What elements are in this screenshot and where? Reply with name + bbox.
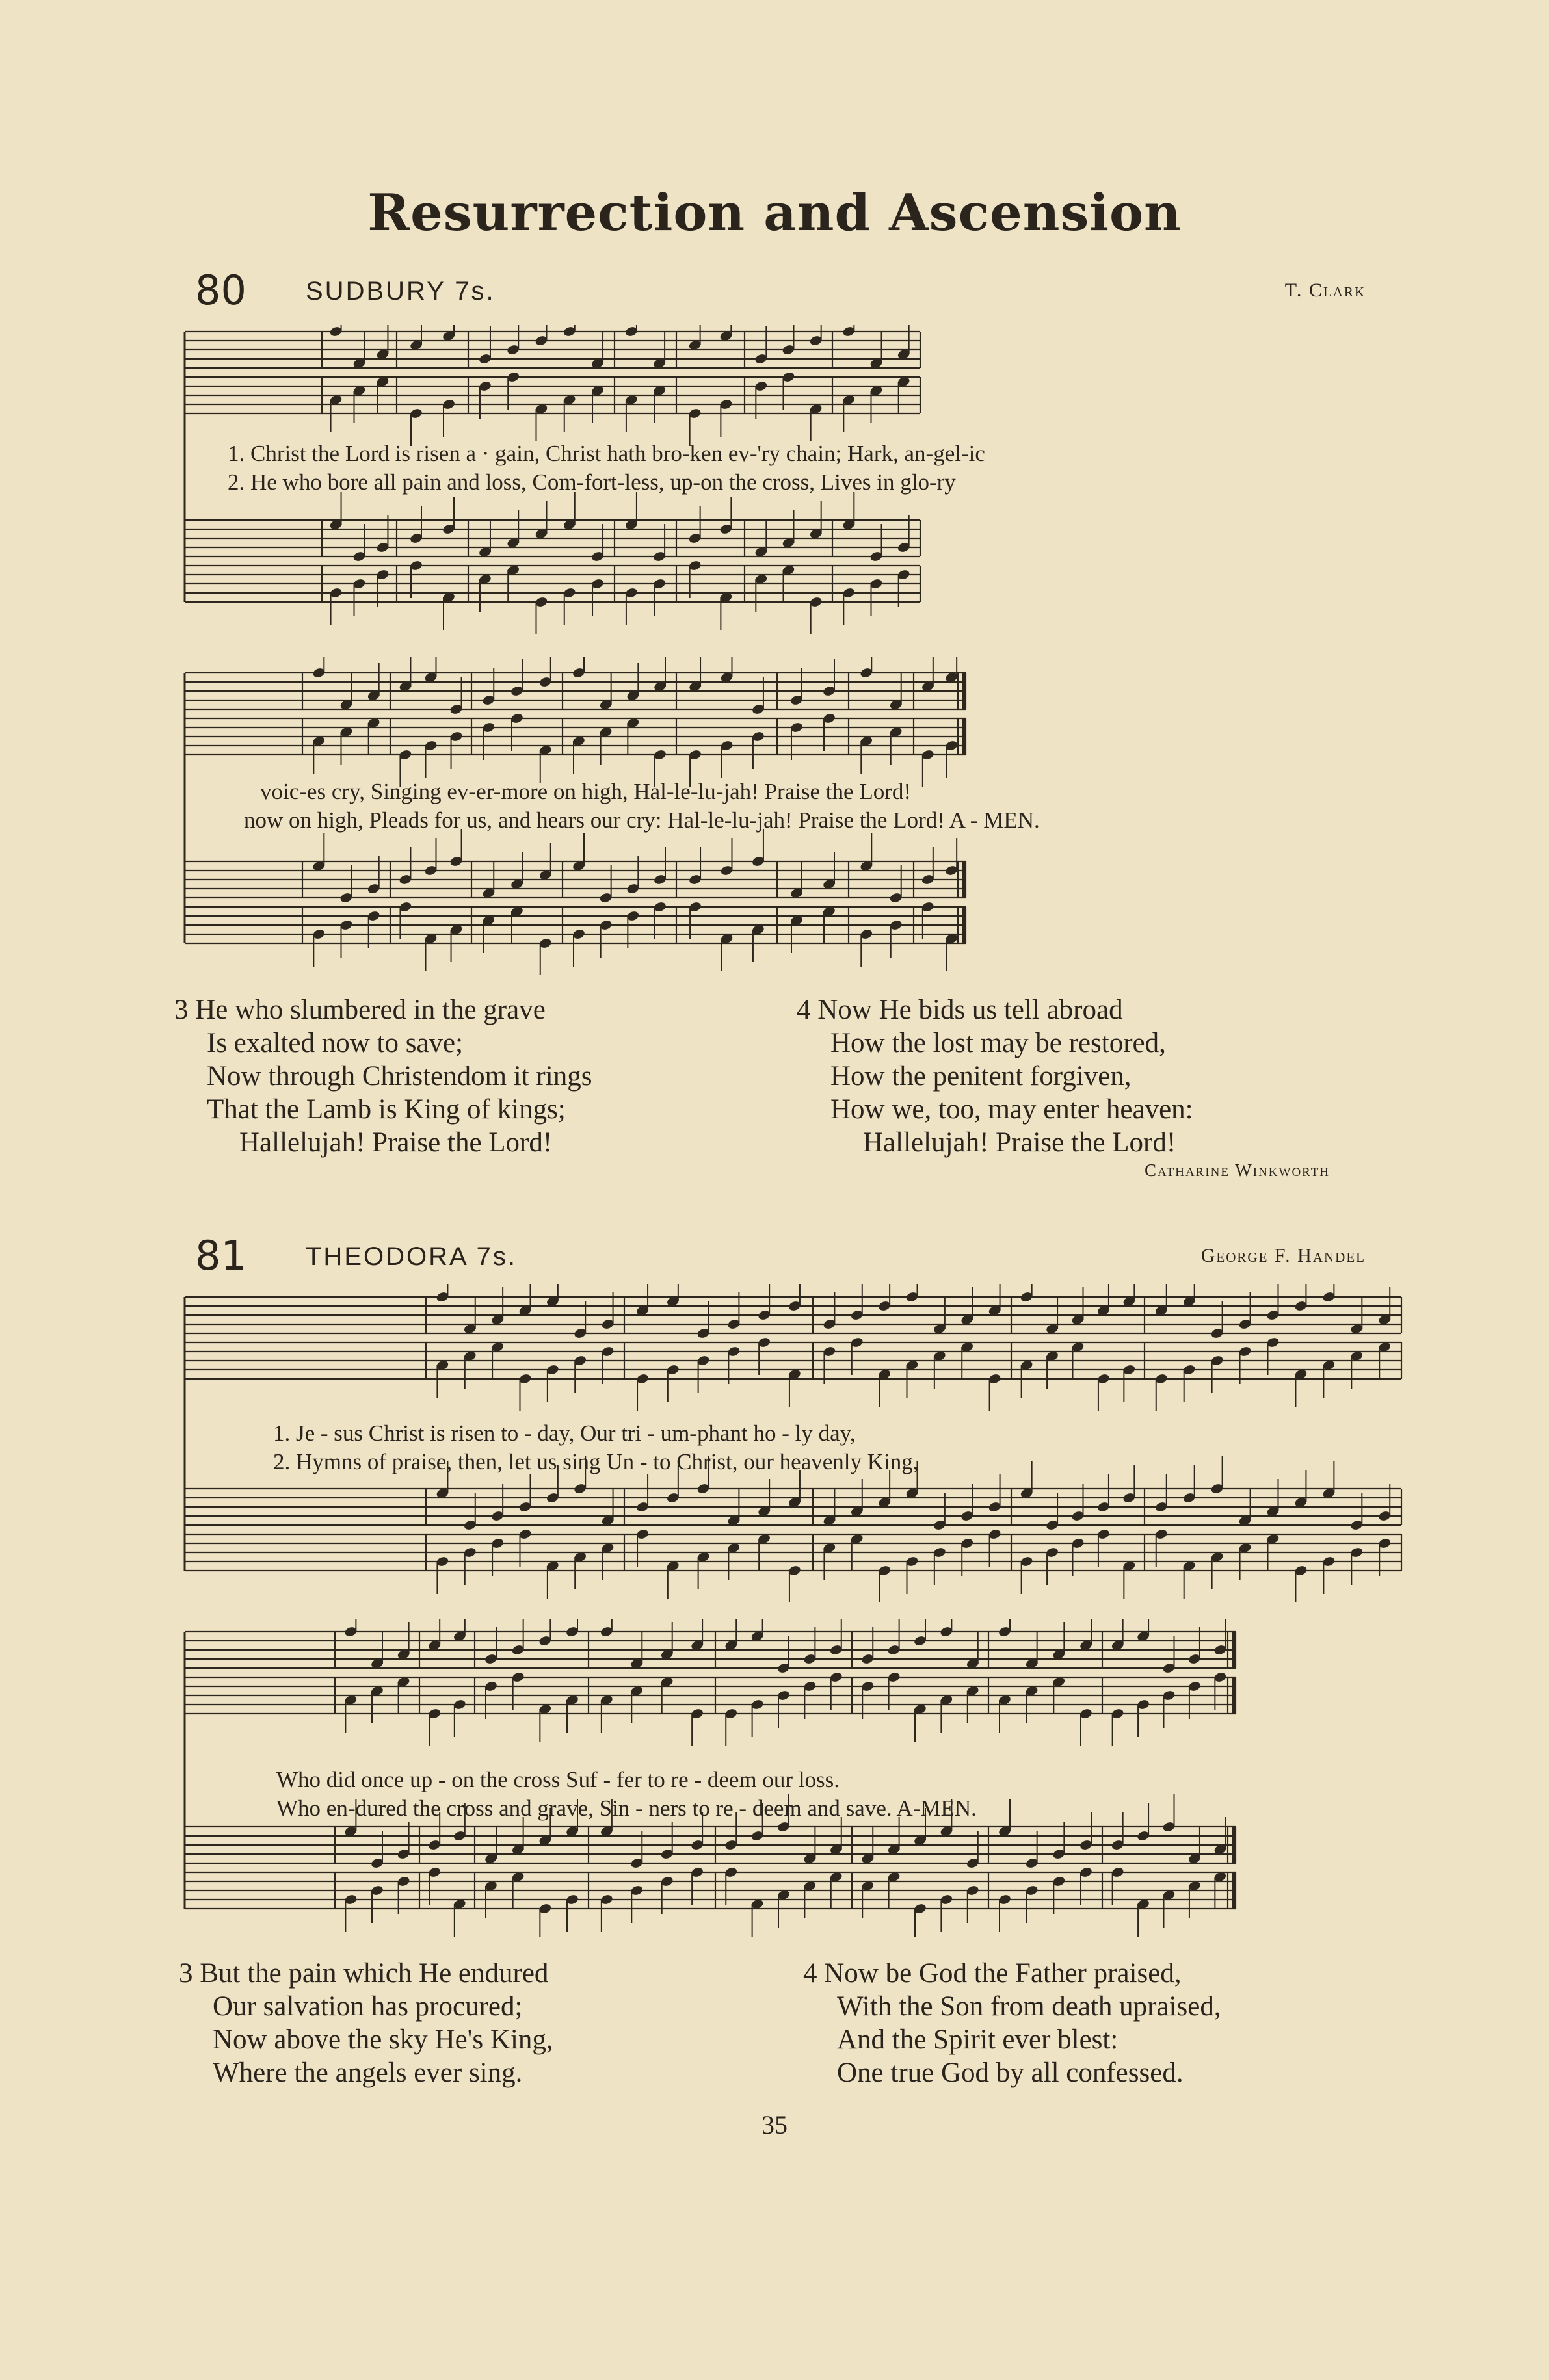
hymn-80-system-1 [182,325,1411,644]
author: Catharine Winkworth [1145,1160,1331,1180]
lyric-verse-1: 1. Christ the Lord is risen a · gain, Christ hath bro-ken ev-'ry chain; Hark, an-gel-ic [228,441,985,466]
hymn-81-stanza-4 [803,1957,1221,2089]
lyric-verse-2: 2. He who bore all pain and loss, Com-fort-less, up-on the cross, Lives in glo-ry [228,469,956,495]
stanza-line: Hallelujah! Praise the Lord! [239,1127,553,1158]
composer: George F. Handel [1200,1245,1366,1266]
hymn-number: 81 [195,1232,246,1279]
stanza-line: 4 Now He bids us tell abroad [797,995,1123,1025]
page-title: Resurrection and Ascension [367,183,1182,242]
hymn-80-stanza-3 [174,993,592,1159]
stanza-line: Where the angels ever sing. [213,2058,523,2088]
lyric-verse-1: Who did once up - on the cross Suf - fer to re - deem our loss. [276,1767,840,1792]
hymn-81-stanza-3 [179,1957,553,2089]
stanza-line: Is exalted now to save; [207,1028,464,1058]
hymn-80-stanza-4 [797,993,1193,1159]
stanza-line: One true God by all confessed. [837,2058,1184,2088]
page-number: 35 [761,2110,788,2139]
stanza-line: Our salvation has procured; [213,1991,523,2022]
stanza-line: Now above the sky He's King, [213,2024,553,2055]
stanza-line: With the Son from death upraised, [837,1991,1221,2022]
hymn-81-header [195,1232,1366,1277]
stanza-line: 4 Now be God the Father praised, [803,1958,1182,1989]
hymn-81-system-2 [182,1619,1411,1937]
stanza-line: How the lost may be restored, [830,1028,1166,1058]
stanza-line: How we, too, may enter heaven: [830,1094,1193,1125]
stanza-line: Now through Christendom it rings [207,1061,592,1092]
tune-name: THEODORA 7s. [306,1242,517,1271]
lyric-verse-2: 2. Hymns of praise, then, let us sing Un - to Christ, our heavenly King, [273,1449,919,1474]
lyric-verse-2: Who en-dured the cross and grave, Sin - ners to re - deem and save. A-MEN. [276,1796,977,1821]
stanza-line: How the penitent forgiven, [830,1061,1132,1092]
lyric-verse-1: voic-es cry, Singing ev-er-more on high, Hal-le-lu-jah! Praise the Lord! [260,779,912,804]
lyric-verse-1: 1. Je - sus Christ is risen to - day, Our tri - um-phant ho - ly day, [273,1420,856,1446]
lyric-verse-2: now on high, Pleads for us, and hears our cry: Hal-le-lu-jah! Praise the Lord! A - MEN. [244,807,1040,833]
hymn-number: 80 [195,267,246,314]
hymn-81-system-1 [182,1284,1411,1602]
hymn-80-header [195,267,1366,312]
tune-name: SUDBURY 7s. [306,277,496,306]
stanza-line: 3 But the pain which He endured [179,1958,549,1989]
stanza-line: That the Lamb is King of kings; [207,1094,566,1125]
stanza-line: Hallelujah! Praise the Lord! [863,1127,1176,1158]
stanza-line: 3 He who slumbered in the grave [174,995,546,1025]
stanza-line: And the Spirit ever blest: [837,2024,1119,2055]
composer: T. Clark [1284,280,1366,301]
hymn-80-system-2 [182,657,1411,975]
